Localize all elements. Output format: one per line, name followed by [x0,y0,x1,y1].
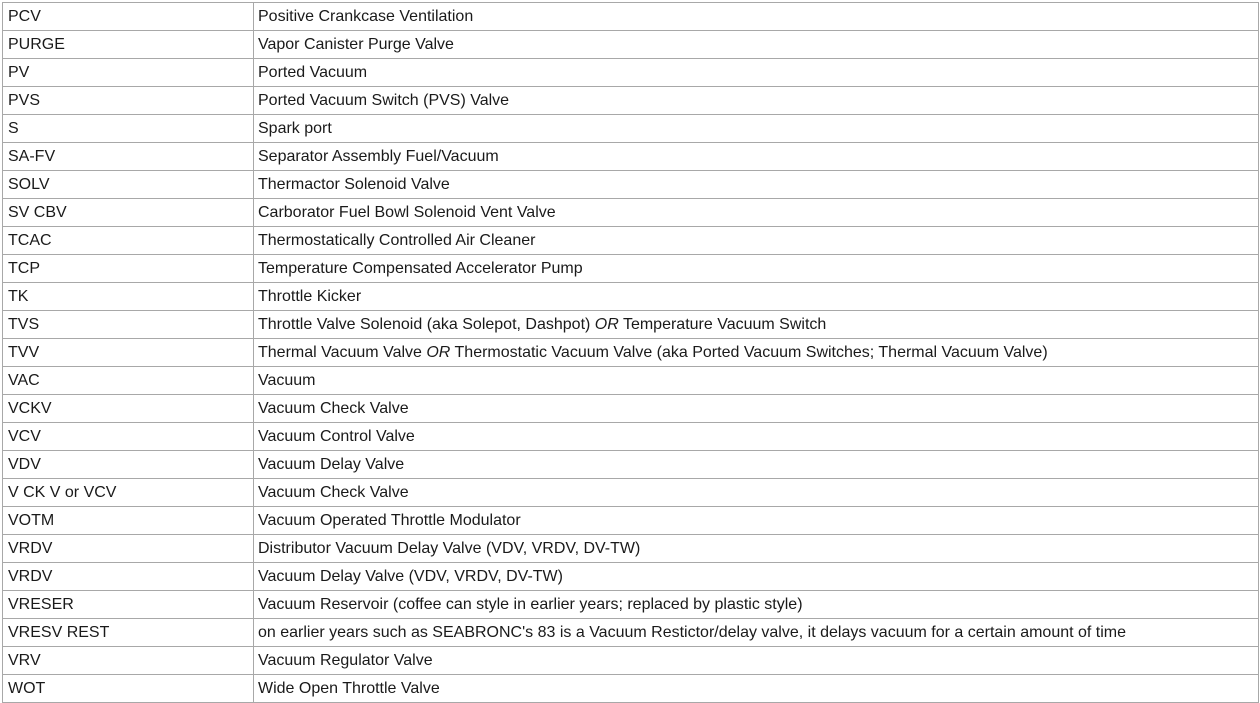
abbreviation-cell: TCAC [3,227,254,255]
description-cell [254,647,1259,675]
abbreviation-cell: TVV [3,339,254,367]
description-text: Positive Crankcase Ventilation [258,8,474,25]
table-row [3,451,1259,479]
description-cell [254,311,1259,339]
description-cell [254,143,1259,171]
description-text: Vacuum Delay Valve [258,456,405,473]
abbreviation-cell: VRDV [3,535,254,563]
abbreviation-cell: VRV [3,647,254,675]
abbreviation-cell: VOTM [3,507,254,535]
description-text: Spark port [258,120,332,137]
description-text: Vacuum Control Valve [258,428,415,445]
abbreviation-cell: VRDV [3,563,254,591]
abbreviation-cell: WOT [3,675,254,703]
description-cell [254,451,1259,479]
abbreviation-cell: PV [3,59,254,87]
abbreviation-cell: PURGE [3,31,254,59]
abbreviation-cell: V CK V or VCV [3,479,254,507]
abbreviation-cell: VCV [3,423,254,451]
description-text: Thermostatic Vacuum Valve (aka Ported Vacuum Switches; Thermal Vacuum Valve) [450,344,1048,361]
table-row [3,395,1259,423]
description-text: Vacuum Check Valve [258,400,409,417]
description-text: Temperature Vacuum Switch [618,316,827,333]
description-text: Wide Open Throttle Valve [258,680,440,697]
description-cell [254,283,1259,311]
table-row [3,675,1259,703]
table-row [3,423,1259,451]
description-cell [254,479,1259,507]
description-cell [254,3,1259,31]
table-row [3,647,1259,675]
table-row [3,311,1259,339]
description-text: Distributor Vacuum Delay Valve (VDV, VRDV, DV-TW) [258,540,641,557]
description-cell [254,199,1259,227]
description-text: Vacuum [258,372,316,389]
table-row [3,535,1259,563]
abbreviation-cell: VCKV [3,395,254,423]
description-text: Ported Vacuum [258,64,368,81]
description-cell [254,59,1259,87]
description-text: Separator Assembly Fuel/Vacuum [258,148,499,165]
table-row [3,563,1259,591]
description-text: Temperature Compensated Accelerator Pump [258,260,583,277]
abbreviation-cell: S [3,115,254,143]
table-row [3,507,1259,535]
table-row [3,59,1259,87]
table-row [3,31,1259,59]
description-cell [254,171,1259,199]
description-text: Vacuum Regulator Valve [258,652,433,669]
table-row [3,143,1259,171]
description-text: Vacuum Delay Valve (VDV, VRDV, DV-TW) [258,568,563,585]
description-cell [254,87,1259,115]
description-text: Vapor Canister Purge Valve [258,36,454,53]
abbreviation-cell: SV CBV [3,199,254,227]
description-cell [254,115,1259,143]
description-cell [254,675,1259,703]
abbreviation-cell: PVS [3,87,254,115]
description-cell [254,367,1259,395]
abbreviation-cell: VAC [3,367,254,395]
abbreviation-cell: SA-FV [3,143,254,171]
description-emphasis: OR [426,344,451,361]
description-cell [254,395,1259,423]
description-cell [254,423,1259,451]
description-text: Throttle Kicker [258,288,362,305]
abbreviation-cell: VDV [3,451,254,479]
description-text: Thermal Vacuum Valve [258,344,427,361]
table-row [3,3,1259,31]
abbreviation-table [2,2,1259,703]
abbreviation-cell: SOLV [3,171,254,199]
abbreviation-cell: TVS [3,311,254,339]
description-text: Vacuum Operated Throttle Modulator [258,512,521,529]
description-text: Ported Vacuum Switch (PVS) Valve [258,92,510,109]
table-row [3,199,1259,227]
description-text: Throttle Valve Solenoid (aka Solepot, Dashpot) [258,316,595,333]
description-cell [254,227,1259,255]
description-cell [254,31,1259,59]
description-text: Thermactor Solenoid Valve [258,176,450,193]
description-cell [254,339,1259,367]
abbreviation-table-body [3,3,1259,703]
table-row [3,339,1259,367]
abbreviation-cell: TCP [3,255,254,283]
abbreviation-cell: VRESER [3,591,254,619]
description-cell [254,563,1259,591]
description-cell [254,507,1259,535]
description-cell [254,255,1259,283]
description-cell [254,619,1259,647]
table-row [3,591,1259,619]
description-cell [254,591,1259,619]
table-row [3,115,1259,143]
abbreviation-cell: PCV [3,3,254,31]
description-text: Carborator Fuel Bowl Solenoid Vent Valve [258,204,556,221]
description-emphasis: OR [594,316,619,333]
description-text: Vacuum Reservoir (coffee can style in earlier years; replaced by plastic style) [258,596,803,613]
table-row [3,255,1259,283]
table-row [3,283,1259,311]
description-text: on earlier years such as SEABRONC's 83 is a Vacuum Restictor/delay valve, it delays vacuum for a certain amount of time [258,624,1127,641]
table-row [3,87,1259,115]
description-text: Thermostatically Controlled Air Cleaner [258,232,536,249]
table-row [3,227,1259,255]
table-row [3,479,1259,507]
abbreviation-cell: TK [3,283,254,311]
abbreviation-cell: VRESV REST [3,619,254,647]
table-row [3,367,1259,395]
description-text: Vacuum Check Valve [258,484,409,501]
table-row [3,619,1259,647]
description-cell [254,535,1259,563]
table-row [3,171,1259,199]
